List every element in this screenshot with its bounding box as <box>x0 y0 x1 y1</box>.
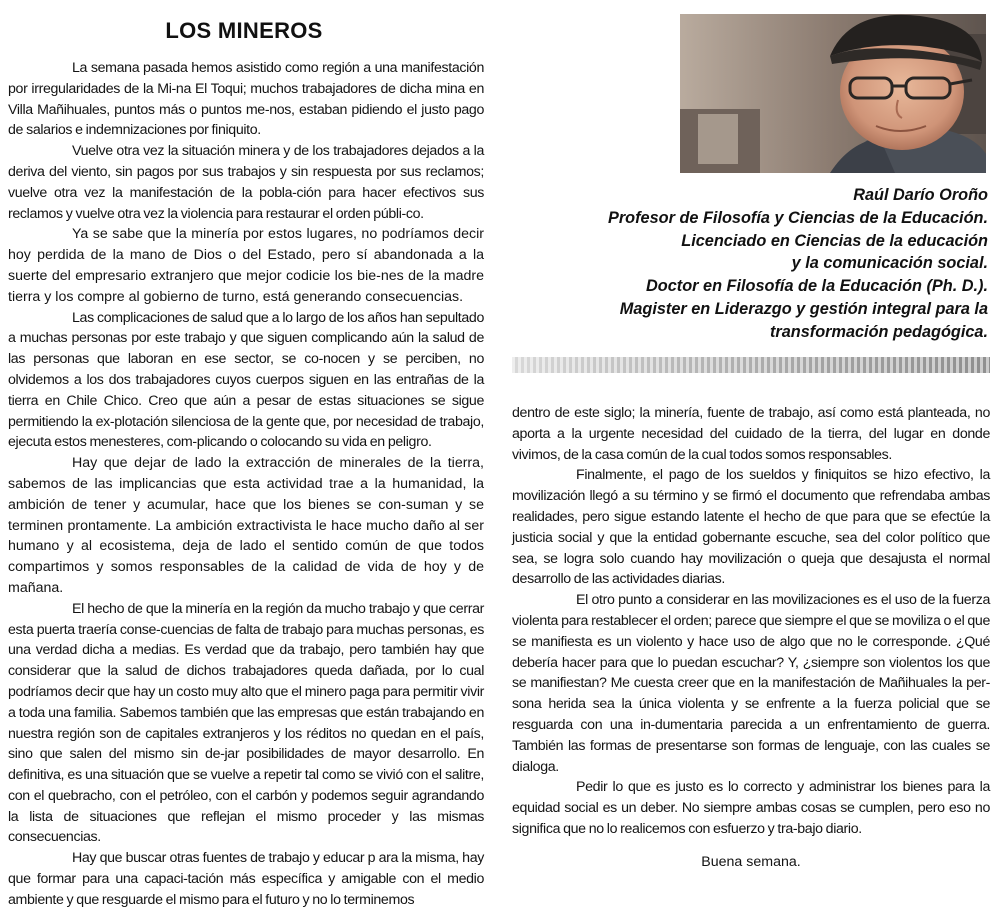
author-credential: Magister en Liderazgo y gestión integral para la <box>619 299 988 318</box>
decorative-divider <box>512 357 990 373</box>
left-column <box>8 14 484 911</box>
paragraph: Hay que dejar de lado la extracción de minerales de la tierra, sabemos de las implicancias que esta actividad trae a la humanidad, la ambición de tener y acumular, hace que los bienes se con-suman y se terminen prontamente. La ambición extractivista le hace mucho daño al ser humano y al ecosistema, deja de lado el sentido común de que todos compartimos y somos responsables de la calidad de vida de hoy y de mañana. <box>8 455 484 596</box>
paragraph: Ya se sabe que la minería por estos lugares, no podríamos decir hoy perdida de la mano de Dios o del Estado, pero sí abandonada a la suerte del empresario extranjero que mejor codicie los bie-nes de la madre tierra y los compre al gobierno de turno, está generando consecuencias. <box>8 226 484 305</box>
paragraph: Hay que buscar otras fuentes de trabajo y educar p ara la misma, hay que formar para una capaci-tación más específica y amigable con el medio ambiente y que resguarde el mismo para el futuro y no lo terminemos <box>8 850 484 908</box>
author-credential: transformación pedagógica. <box>769 322 988 341</box>
signoff: Buena semana. <box>701 853 801 870</box>
paragraph: Las complicaciones de salud que a lo largo de los años han sepultado a muchas personas por este trabajo y que siguen complicando aún la salud de las personas que laboran en ese sector, se co-nocen y se perciben, no olvidemos a los dos trabajadores cuyos cuerpos siguen en las entrañas de la tierra en Chile Chico. Creo que aún a pesar de estas situaciones se sigue permitiendo la ex-plotación silenciosa de la gente que, por necesidad de trabajo, ejecuta estos menesteres, com-plicando o colocando su vida en peligro. <box>8 309 484 451</box>
paragraph: Vuelve otra vez la situación minera y de los trabajadores dejados a la deriva del viento, sin pagos por sus trabajos y sin respuesta por sus reclamos; vuelve otra vez la manifestación de la pobla-ción para hacer efectivos sus reclamos y vuelve otra vez la violencia para restaurar el orden públi-co. <box>8 143 484 222</box>
author-credential: y la comunicación social. <box>791 254 988 273</box>
author-block <box>518 184 988 344</box>
paragraph: Pedir lo que es justo es lo correcto y administrar los bienes para la equidad social es un deber. No siempre ambas cosas se cumplen, pero eso no significa que no lo realicemos con esfuerzo y tra-bajo diario. <box>512 779 990 837</box>
right-column <box>512 403 990 870</box>
paragraph: El otro punto a considerar en las movilizaciones es el uso de la fuerza violenta para restablecer el orden; parece que siempre el que se moviliza o el que se manifiesta es un violento y hace uso de algo que no le corresponde. ¿Qué debería hacer para que lo puedan escuchar? Y, ¿siempre son violentos los que se manifiestan? Me cuesta creer que en la manifestación de Mañihuales la per-sona herida sea la única violenta y se enfrente a la fuerza policial que se resguarda con una in-dumentaria parecida a un enfrentamiento de guerra. También las formas de presentarse son formas de lenguaje, con las cuales se dialoga. <box>512 592 990 775</box>
article-title: LOS MINEROS <box>165 18 323 43</box>
paragraph: dentro de este siglo; la minería, fuente de trabajo, así como está planteada, no aporta a la urgente necesidad del cuidado de la tierra, del lugar en donde vivimos, de la casa común de la cual todos somos responsables. <box>512 405 990 463</box>
paragraph: Finalmente, el pago de los sueldos y finiquitos se hizo efectivo, la movilización llegó a su término y se firmó el documento que refrendaba ambas realidades, pero sigue estando latente el hecho de que para que se efectúe la justicia social y que la entidad gobernante escuche, sea del color político que sea, se logra solo cuando hay movilización o queja que desajusta el normal desarrollo de las actividades diarias. <box>512 467 990 588</box>
author-name: Raúl Darío Oroño <box>853 186 988 204</box>
author-credential: Licenciado en Ciencias de la educación <box>681 231 988 250</box>
author-credential: Profesor de Filosofía y Ciencias de la Educación. <box>607 208 988 227</box>
author-credential: Doctor en Filosofía de la Educación (Ph. D.). <box>646 277 988 296</box>
paragraph: El hecho de que la minería en la región da mucho trabajo y que cerrar esta puerta traería conse-cuencias de falta de trabajo para muchas personas, es una verdad dicha a medias. Es verdad que da trabajo, pero también hay que considerar que la salud de dichos trabajadores queda dañada, por lo cual podríamos decir que hay un costo muy alto que el minero paga para permitir vivir a toda una familia. Sabemos también que las empresas que están trabajando en nuestra región son de capitales extranjeros y los réditos no quedan en el país, sino que salen del mismo sin de-jar posibilidades de mayor desarrollo. En definitiva, es una situación que se vuelve a repetir tal como se vivió con el salitre, con el quebracho, con el petróleo, con el carbón y podemos seguir agrandando la lista de situaciones que reflejan el mismo proceder y las mismas consecuencias. <box>8 600 484 846</box>
paragraph: La semana pasada hemos asistido como región a una manifestación por irregularidades de la Mi-na El Toqui; muchos trabajadores de dicha mina en Villa Mañihuales, puntos más o puntos me-nos, estaban pidiendo el justo pago de salarios e indemnizaciones por finiquito. <box>8 60 484 139</box>
author-portrait-icon <box>680 14 986 173</box>
author-photo <box>680 14 986 173</box>
